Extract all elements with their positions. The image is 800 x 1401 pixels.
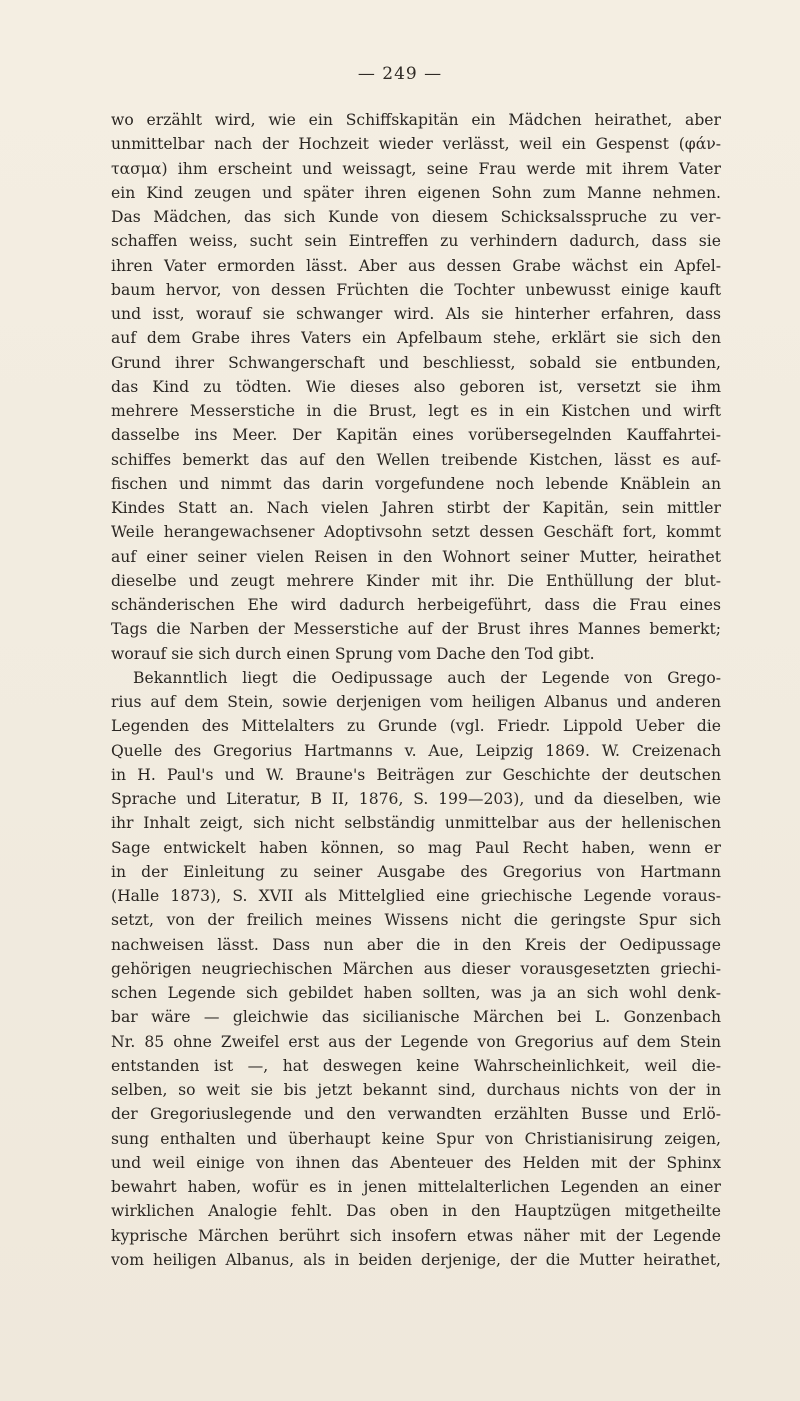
text-line: vom heiligen Albanus, als in beiden derjenige, der die Mutter heirathet,	[111, 1250, 721, 1269]
text-line: selben, so weit sie bis jetzt bekannt sind, durchaus nichts von der in	[111, 1081, 721, 1099]
text-line: dasselbe ins Meer. Der Kapitän eines vorübersegelnden Kauffahrtei-	[111, 426, 721, 445]
text-line: τασμα) ihm erscheint und weissagt, seine Frau werde mit ihrem Vater	[111, 159, 721, 178]
text-line: Legenden des Mittelalters zu Grunde (vgl. Friedr. Lippold Ueber die	[111, 717, 721, 736]
text-line: worauf sie sich durch einen Sprung vom Dache den Tod gibt.	[111, 644, 595, 663]
text-line: ein Kind zeugen und später ihren eigenen Sohn zum Manne nehmen.	[111, 183, 721, 202]
text-line: Bekanntlich liegt die Oedipussage auch der Legende von Grego-	[133, 668, 721, 687]
text-line: in H. Paul's und W. Braune's Beiträgen zur Geschichte der deutschen	[111, 765, 721, 784]
text-line: Sage entwickelt haben können, so mag Paul Recht haben, wenn er	[111, 838, 721, 857]
text-line: schen Legende sich gebildet haben sollten, was ja an sich wohl denk-	[111, 984, 721, 1002]
text-line: das Kind zu tödten. Wie dieses also geboren ist, versetzt sie ihm	[111, 377, 721, 396]
text-line: Das Mädchen, das sich Kunde von diesem Schicksalsspruche zu ver-	[111, 208, 721, 226]
text-line: gehörigen neugriechischen Märchen aus dieser vorausgesetzten griechi-	[111, 959, 721, 978]
text-line: fischen und nimmt das darin vorgefundene noch lebende Knäblein an	[111, 474, 721, 493]
text-line: ihren Vater ermorden lässt. Aber aus dessen Grabe wächst ein Apfel-	[111, 256, 721, 275]
text-line: auf einer seiner vielen Reisen in den Wohnort seiner Mutter, heirathet	[111, 547, 721, 566]
text-line: in der Einleitung zu seiner Ausgabe des Gregorius von Hartmann	[111, 862, 721, 881]
text-line: der Gregoriuslegende und den verwandten erzählten Busse und Erlö-	[111, 1105, 721, 1124]
text-line: Weile herangewachsener Adoptivsohn setzt dessen Geschäft fort, kommt	[111, 523, 721, 542]
text-line: schiffes bemerkt das auf den Wellen treibende Kistchen, lässt es auf-	[111, 450, 721, 469]
text-line: Grund ihrer Schwangerschaft und beschliesst, sobald sie entbunden,	[111, 353, 721, 372]
text-line: auf dem Grabe ihres Vaters ein Apfelbaum stehe, erklärt sie sich den	[111, 329, 721, 348]
text-line: bar wäre — gleichwie das sicilianische Märchen bei L. Gonzenbach	[111, 1008, 721, 1027]
text-line: entstanden ist —, hat deswegen keine Wahrscheinlichkeit, weil die-	[111, 1056, 721, 1075]
text-line: rius auf dem Stein, sowie derjenigen vom heiligen Albanus und anderen	[111, 693, 721, 711]
text-line: ihr Inhalt zeigt, sich nicht selbständig unmittelbar aus der hellenischen	[111, 814, 721, 833]
text-line: wo erzählt wird, wie ein Schiffskapitän ein Mädchen heirathet, aber	[111, 111, 721, 129]
text-line: baum hervor, von dessen Früchten die Tochter unbewusst einige kauft	[111, 280, 721, 299]
page-number: — 249 —	[357, 64, 443, 84]
text-line: setzt, von der freilich meines Wissens nicht die geringste Spur sich	[111, 911, 721, 930]
text-line: nachweisen lässt. Dass nun aber die in den Kreis der Oedipussage	[111, 935, 721, 954]
text-line: Tags die Narben der Messerstiche auf der Brust ihres Mannes bemerkt;	[111, 620, 721, 639]
text-line: sung enthalten und überhaupt keine Spur von Christianisirung zeigen,	[111, 1129, 721, 1148]
text-line: Sprache und Literatur, B II, 1876, S. 199—203), und da dieselben, wie	[111, 790, 721, 808]
text-line: Quelle des Gregorius Hartmanns v. Aue, Leipzig 1869. W. Creizenach	[111, 741, 721, 760]
text-line: und weil einige von ihnen das Abenteuer des Helden mit der Sphinx	[111, 1153, 721, 1172]
text-line: bewahrt haben, wofür es in jenen mittelalterlichen Legenden an einer	[111, 1178, 721, 1196]
text-line: und isst, worauf sie schwanger wird. Als sie hinterher erfahren, dass	[111, 305, 721, 323]
text-line: dieselbe und zeugt mehrere Kinder mit ihr. Die Enthüllung der blut-	[111, 571, 721, 590]
text-line: wirklichen Analogie fehlt. Das oben in den Hauptzügen mitgetheilte	[111, 1202, 721, 1221]
text-line: schänderischen Ehe wird dadurch herbeigeführt, dass die Frau eines	[111, 596, 721, 614]
text-line: unmittelbar nach der Hochzeit wieder verlässt, weil ein Gespenst (φάν-	[111, 135, 721, 154]
text-line: Nr. 85 ohne Zweifel erst aus der Legende von Gregorius auf dem Stein	[111, 1032, 721, 1051]
text-line: (Halle 1873), S. XVII als Mittelglied eine griechische Legende voraus-	[111, 887, 721, 905]
text-line: Kindes Statt an. Nach vielen Jahren stirbt der Kapitän, sein mittler	[111, 499, 721, 517]
text-line: schaffen weiss, sucht sein Eintreffen zu verhindern dadurch, dass sie	[111, 232, 721, 251]
body-text	[111, 108, 721, 1272]
text-line: kyprische Märchen berührt sich insofern etwas näher mit der Legende	[111, 1226, 721, 1245]
text-line: mehrere Messerstiche in die Brust, legt es in ein Kistchen und wirft	[111, 402, 721, 420]
